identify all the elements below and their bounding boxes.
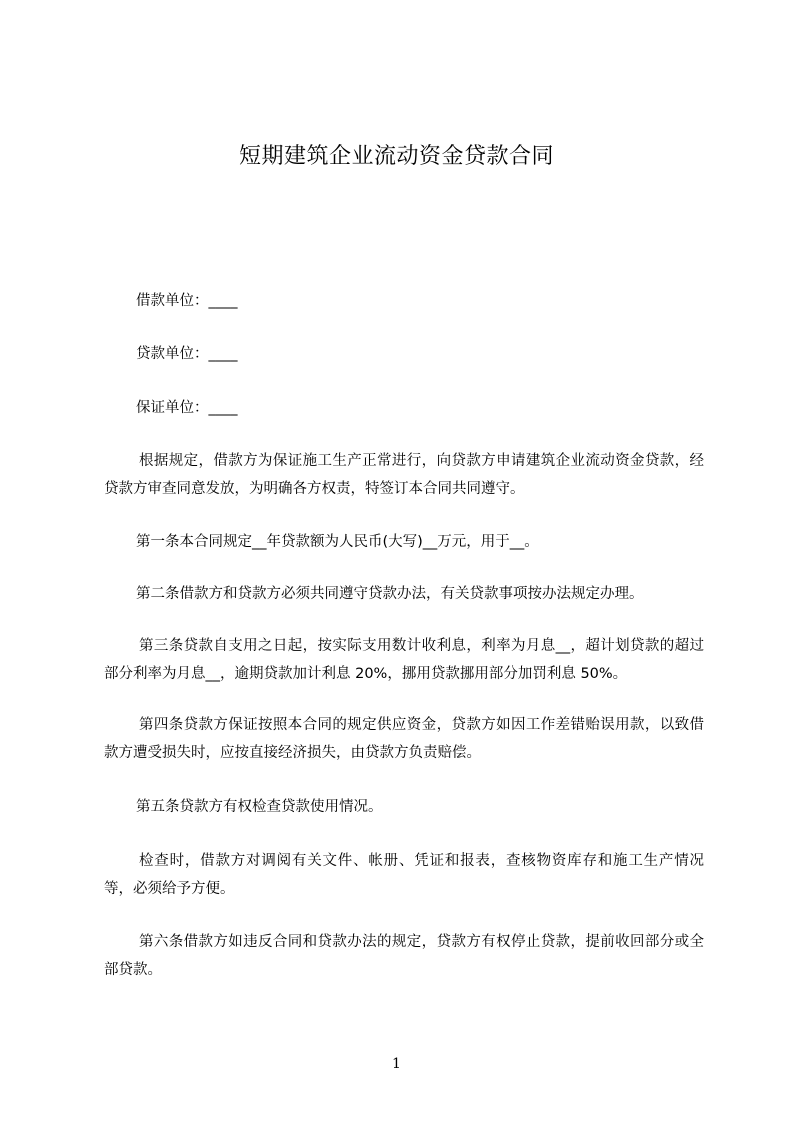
guarantor-party-line: 保证单位：____ xyxy=(136,400,238,416)
article-5-paragraph: 第五条贷款方有权检查贷款使用情况。 xyxy=(136,799,383,815)
article-4-paragraph: 第四条贷款方保证按照本合同的规定供应资金，贷款方如因工作差错贻误用款，以致借款方遭受损失时，应按直接经济损失，由贷款方负责赔偿。 xyxy=(104,717,704,761)
page-number: 1 xyxy=(392,1056,401,1072)
article-2-paragraph: 第二条借款方和贷款方必须共同遵守贷款办法，有关贷款事项按办法规定办理。 xyxy=(136,586,644,602)
inspection-paragraph: 检查时，借款方对调阅有关文件、帐册、凭证和报表，查核物资库存和施工生产情况等，必须给予方便。 xyxy=(104,853,704,897)
article-1-paragraph: 第一条本合同规定__年贷款额为人民币(大写)__万元，用于__。 xyxy=(136,534,539,550)
article-6-paragraph: 第六条借款方如违反合同和贷款办法的规定，贷款方有权停止贷款，提前收回部分或全部贷款。 xyxy=(104,934,704,978)
article-3-paragraph: 第三条贷款自支用之日起，按实际支用数计收利息，利率为月息__，超计划贷款的超过部分利率为月息__，逾期贷款加计利息 20%，挪用贷款挪用部分加罚利息 50%。 xyxy=(104,638,704,682)
lender-party-line: 贷款单位：____ xyxy=(136,346,238,362)
document-title: 短期建筑企业流动资金贷款合同 xyxy=(238,144,554,169)
borrower-party-line: 借款单位：____ xyxy=(136,293,238,309)
preamble-paragraph: 根据规定，借款方为保证施工生产正常进行，向贷款方申请建筑企业流动资金贷款，经贷款方审查同意发放，为明确各方权责，特签订本合同共同遵守。 xyxy=(104,453,704,497)
